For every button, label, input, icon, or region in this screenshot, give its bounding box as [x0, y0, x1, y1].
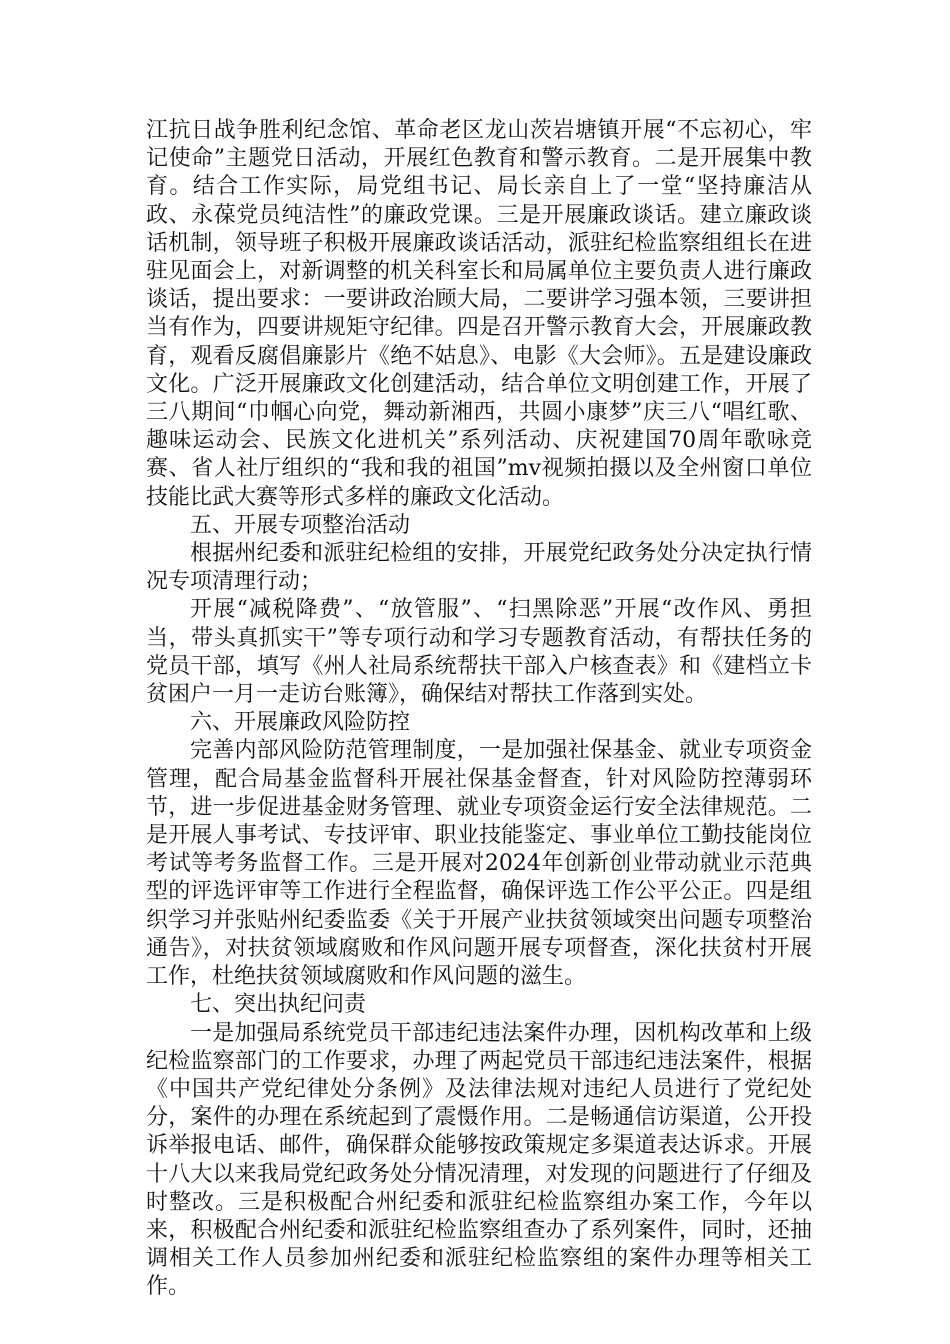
- paragraph-disciplinary-cleanup: 根据州纪委和派驻纪检组的安排，开展党纪政务处分决定执行情况专项清理行动；: [146, 541, 812, 595]
- paragraph-case-handling: 一是加强局系统党员干部违纪违法案件办理，因机构改革和上级纪检监察部门的工作要求，办理了两起党员干部违纪违法案件，根据《中国共产党纪律处分条例》及法律法规对违纪人员进行了党纪处分，案件的办理在系统起到了震慑作用。二是畅通信访渠道，公开投诉举报电话、邮件，确保群众能够按政策规定多渠道表达诉求。开展十八大以来我局党纪政务处分情况清理，对发现的问题进行了仔细及时整改。三是积极配合州纪委和派驻纪检监察组办案工作，今年以来，积极配合州纪委和派驻纪检监察组查办了系列案件，同时，还抽调相关工作人员参加州纪委和派驻纪检监察组的案件办理等相关工作。: [146, 1020, 812, 1300]
- section-heading-risk-control: 六、开展廉政风险防控: [190, 710, 411, 736]
- document-body: [146, 117, 812, 1302]
- section-heading-accountability: 七、突出执纪问责: [190, 992, 367, 1018]
- paragraph-special-actions: 开展“减税降费”、“放管服”、“扫黑除恶”开展“改作风、勇担当，带头真抓实干”等专项行动和学习专题教育活动，有帮扶任务的党员干部，填写《州人社局系统帮扶干部入户核查表》和《建档立卡贫困户一月一走访台账簿》，确保结对帮扶工作落到实处。: [146, 597, 812, 708]
- section-heading-special-rectification: 五、开展专项整治活动: [190, 512, 411, 538]
- paragraph-party-education-continued: 江抗日战争胜利纪念馆、革命老区龙山茨岩塘镇开展“不忘初心，牢记使命”主题党日活动，开展红色教育和警示教育。二是开展集中教育。结合工作实际，局党组书记、局长亲自上了一堂“坚持廉洁从政、永葆党员纯洁性”的廉政党课。三是开展廉政谈话。建立廉政谈话机制，领导班子积极开展廉政谈话活动，派驻纪检监察组组长在进驻见面会上，对新调整的机关科室长和局属单位主要负责人进行廉政谈话，提出要求：一要讲政治顾大局，二要讲学习强本领，三要讲担当有作为，四要讲规矩守纪律。四是召开警示教育大会，开展廉政教育，观看反腐倡廉影片《绝不姑息》、电影《大会师》。五是建设廉政文化。广泛开展廉政文化创建活动，结合单位文明创建工作，开展了三八期间“巾帼心向党，舞动新湘西，共圆小康梦”庆三八“唱红歌、趣味运动会、民族文化进机关”系列活动、庆祝建国70周年歌咏竞赛、省人社厅组织的“我和我的祖国”mv视频拍摄以及全州窗口单位技能比武大赛等形式多样的廉政文化活动。: [146, 118, 812, 510]
- paragraph-risk-management: 完善内部风险防范管理制度，一是加强社保基金、就业专项资金管理，配合局基金监督科开展社保基金督查，针对风险防控薄弱环节，进一步促进基金财务管理、就业专项资金运行安全法律规范。二是开展人事考试、专技评审、职业技能鉴定、事业单位工勤技能岗位考试等考务监督工作。三是开展对2024年创新创业带动就业示范典型的评选评审等工作进行全程监督，确保评选工作公平公正。四是组织学习并张贴州纪委监委《关于开展产业扶贫领域突出问题专项整治通告》，对扶贫领域腐败和作风问题开展专项督查，深化扶贫村开展工作，杜绝扶贫领域腐败和作风问题的滋生。: [146, 738, 812, 990]
